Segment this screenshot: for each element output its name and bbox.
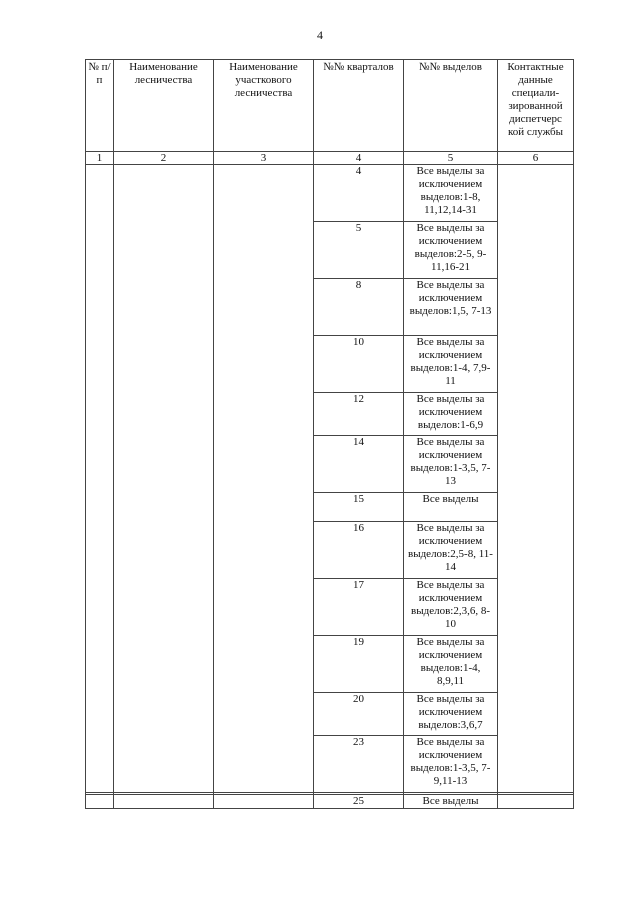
cell-sections: Все выделы за исключением выделов:1,5, 7-13 [404,279,498,336]
cell-quarter: 16 [314,522,404,579]
cell-forestry-empty [114,165,214,793]
cell-forestry-empty [114,795,214,809]
cell-quarter: 25 [314,795,404,809]
header-num: № п/п [86,60,114,152]
cell-quarter: 17 [314,579,404,636]
cell-sections: Все выделы за исключением выделов:2,3,6, 8-10 [404,579,498,636]
cell-sections: Все выделы за исключением выделов:1-4, 7,9-11 [404,336,498,393]
forestry-table [85,59,574,809]
header-district-forestry: Наименование участкового лесничества [214,60,314,152]
column-number: 5 [404,152,498,165]
table-row [86,165,574,222]
cell-num-empty [86,795,114,809]
header-forestry: Наименование лесничества [114,60,214,152]
column-number: 2 [114,152,214,165]
cell-district-empty [214,165,314,793]
cell-sections: Все выделы за исключением выделов:1-6,9 [404,393,498,436]
cell-quarter: 20 [314,693,404,736]
cell-quarter: 4 [314,165,404,222]
cell-quarter: 15 [314,493,404,522]
table-row [86,795,574,809]
cell-contacts-empty [498,795,574,809]
cell-quarter: 5 [314,222,404,279]
table-header-row [86,60,574,152]
cell-sections: Все выделы [404,795,498,809]
cell-sections: Все выделы за исключением выделов:1-4, 8,9,11 [404,636,498,693]
header-sections: №№ выделов [404,60,498,152]
column-number: 4 [314,152,404,165]
cell-quarter: 23 [314,736,404,793]
cell-quarter: 14 [314,436,404,493]
header-contacts: Контактные данные специали-зированной диспетчерс кой службы [498,60,574,152]
cell-num-empty [86,165,114,793]
cell-contacts-empty [498,165,574,793]
cell-sections: Все выделы за исключением выделов:2,5-8, 11-14 [404,522,498,579]
cell-sections: Все выделы за исключением выделов:1-8, 11,12,14-31 [404,165,498,222]
cell-district-empty [214,795,314,809]
column-number: 6 [498,152,574,165]
cell-quarter: 8 [314,279,404,336]
cell-sections: Все выделы за исключением выделов:1-3,5, 7-13 [404,436,498,493]
column-number: 3 [214,152,314,165]
cell-quarter: 10 [314,336,404,393]
cell-sections: Все выделы за исключением выделов:1-3,5, 7-9,11-13 [404,736,498,793]
cell-quarter: 12 [314,393,404,436]
page-number: 4 [317,28,323,42]
cell-sections: Все выделы за исключением выделов:2-5, 9-11,16-21 [404,222,498,279]
cell-quarter: 19 [314,636,404,693]
column-number-row [86,152,574,165]
cell-sections: Все выделы за исключением выделов:3,6,7 [404,693,498,736]
header-quarters: №№ кварталов [314,60,404,152]
column-number: 1 [86,152,114,165]
cell-sections: Все выделы [404,493,498,522]
